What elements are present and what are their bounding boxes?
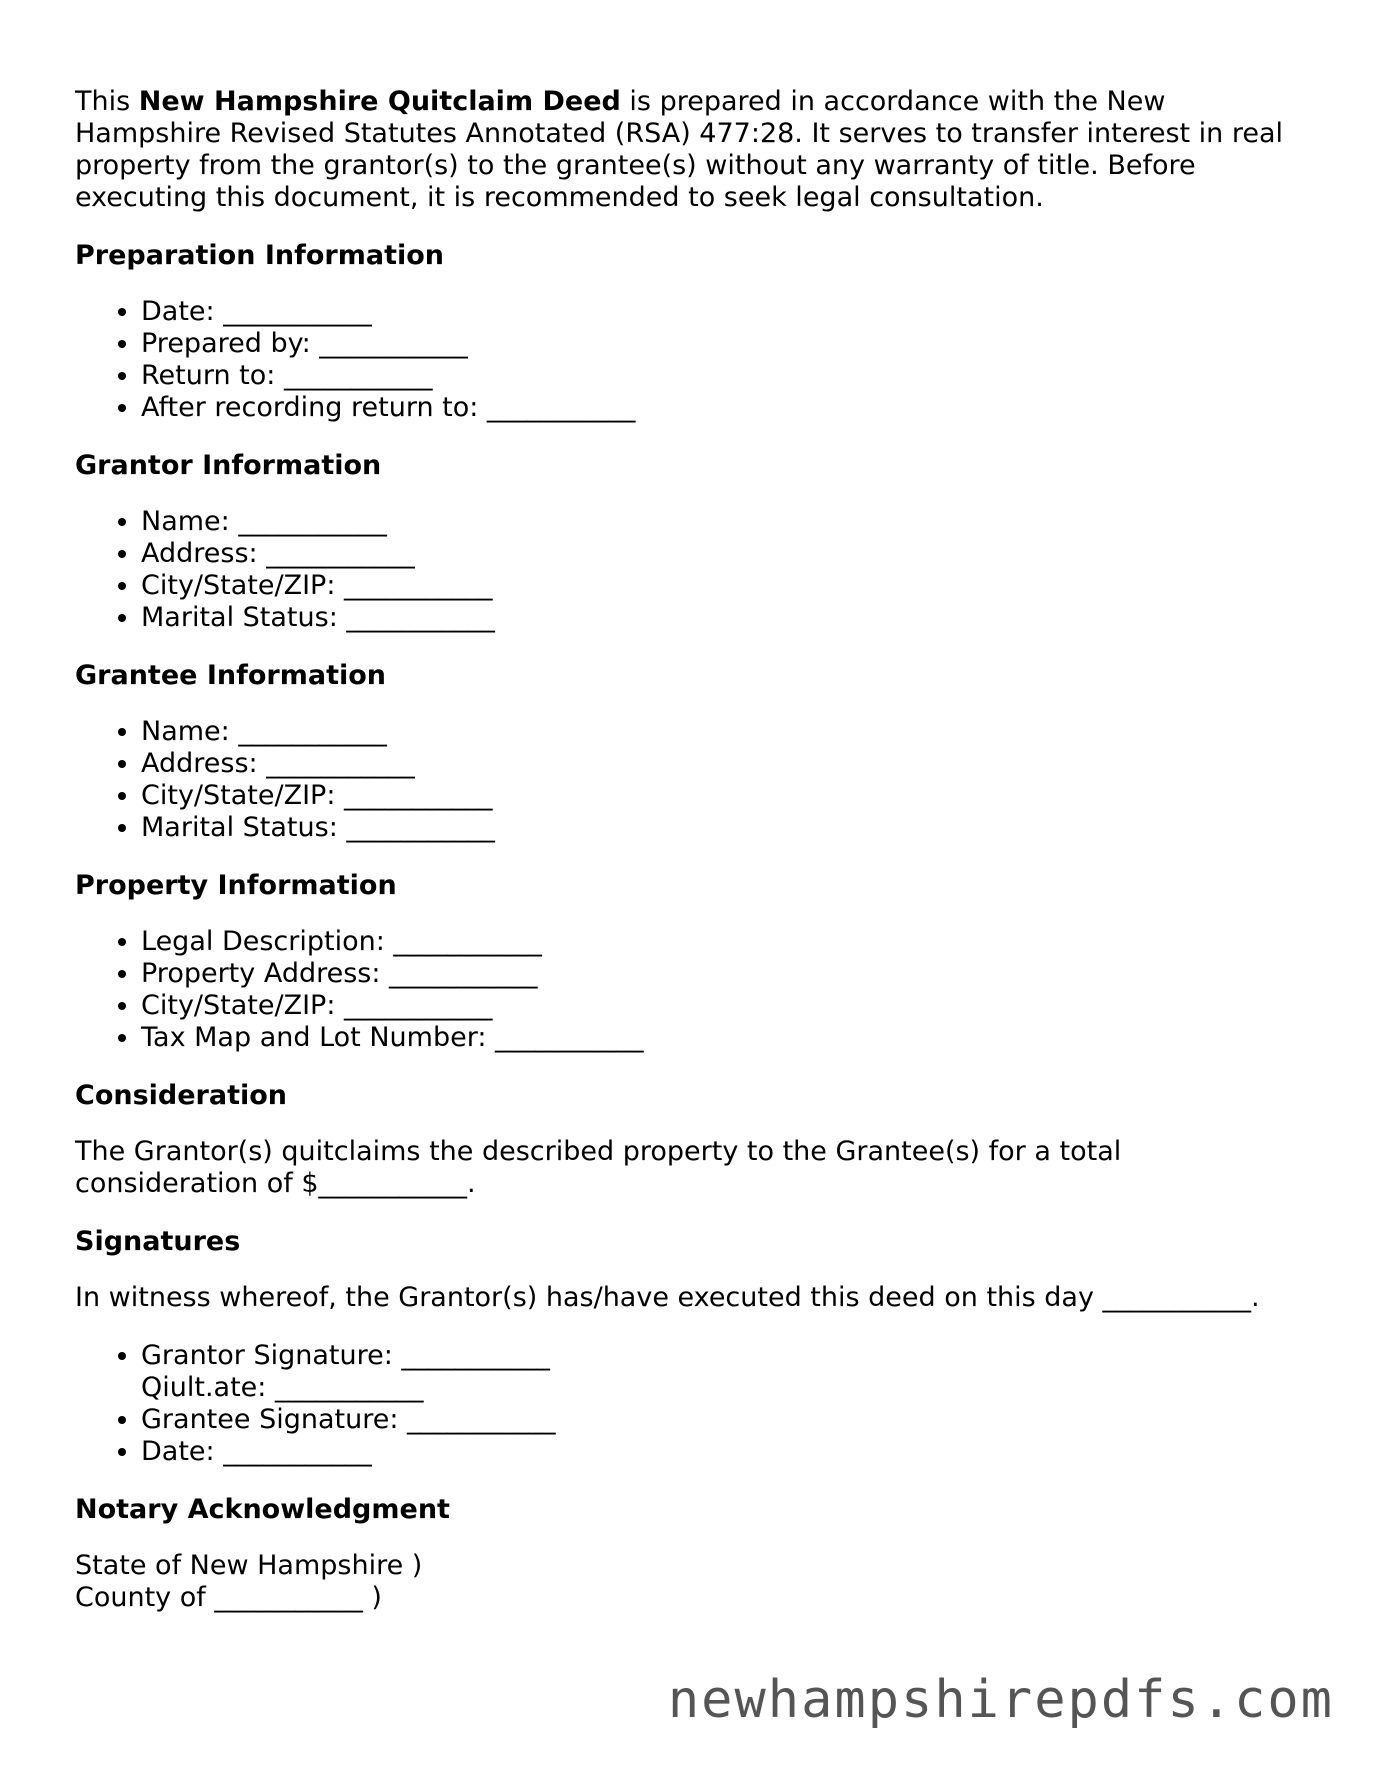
grantee-list <box>75 716 1295 844</box>
property-city-state-zip: • City/State/ZIP: ___________ <box>141 990 1295 1022</box>
notary-state-line: State of New Hampshire ) <box>75 1550 423 1581</box>
preparation-prepared-by: • Prepared by: ___________ <box>141 328 1295 360</box>
grantor-list <box>75 506 1295 634</box>
grantor-city-state-zip: • City/State/ZIP: ___________ <box>141 570 1295 602</box>
intro-form-title: New Hampshire Quitclaim Deed <box>138 86 621 117</box>
preparation-heading: Preparation Information <box>75 240 444 271</box>
property-heading: Property Information <box>75 870 397 901</box>
grantee-heading: Grantee Information <box>75 660 387 691</box>
document-page <box>75 86 1295 1614</box>
grantee-date-line: • Date: ___________ <box>141 1436 1295 1468</box>
grantor-name: • Name: ___________ <box>141 506 1295 538</box>
intro-paragraph <box>75 86 1295 214</box>
grantor-heading: Grantor Information <box>75 450 382 481</box>
intro-suffix: is prepared in accordance with the New Hampshire Revised Statutes Annotated (RSA) 477:28. It serves to transfer interest in real property from the grantor(s) to the grantee(s) without any warranty of title. Before executing this document, it is recommended to seek legal consultation. <box>75 86 1284 213</box>
signatures-list <box>75 1340 1295 1468</box>
grantee-address: • Address: ___________ <box>141 748 1295 780</box>
grantee-city-state-zip: • City/State/ZIP: ___________ <box>141 780 1295 812</box>
notary-county-line: County of ___________ ) <box>75 1582 382 1613</box>
property-legal-description: • Legal Description: ___________ <box>141 926 1295 958</box>
grantor-address: • Address: ___________ <box>141 538 1295 570</box>
property-list <box>75 926 1295 1054</box>
grantor-signature-line: • Grantor Signature: ___________ <box>141 1340 550 1371</box>
notary-heading: Notary Acknowledgment <box>75 1494 450 1525</box>
preparation-return-to: • Return to: ___________ <box>141 360 1295 392</box>
intro-prefix: This <box>75 86 139 117</box>
grantor-signature-item <box>141 1340 1295 1404</box>
signatures-heading: Signatures <box>75 1226 241 1257</box>
signatures-witness-text: In witness whereof, the Grantor(s) has/have executed this deed on this day ___________. <box>75 1282 1260 1313</box>
grantor-marital-status: • Marital Status: ___________ <box>141 602 1295 634</box>
preparation-after-recording: • After recording return to: ___________ <box>141 392 1295 424</box>
consideration-text: The Grantor(s) quitclaims the described property to the Grantee(s) for a total consideration of $___________. <box>75 1136 1122 1199</box>
site-watermark: newhampshirepdfs.com <box>667 1670 1334 1730</box>
property-tax-map-lot: • Tax Map and Lot Number: ___________ <box>141 1022 1295 1054</box>
preparation-date: • Date: ___________ <box>141 296 1295 328</box>
grantee-signature-line: • Grantee Signature: ___________ <box>141 1404 1295 1436</box>
consideration-heading: Consideration <box>75 1080 288 1111</box>
preparation-list <box>75 296 1295 424</box>
property-address: • Property Address: ___________ <box>141 958 1295 990</box>
grantee-marital-status: • Marital Status: ___________ <box>141 812 1295 844</box>
grantee-name: • Name: ___________ <box>141 716 1295 748</box>
grantor-date-line: Qiult.ate: ___________ <box>141 1372 424 1403</box>
